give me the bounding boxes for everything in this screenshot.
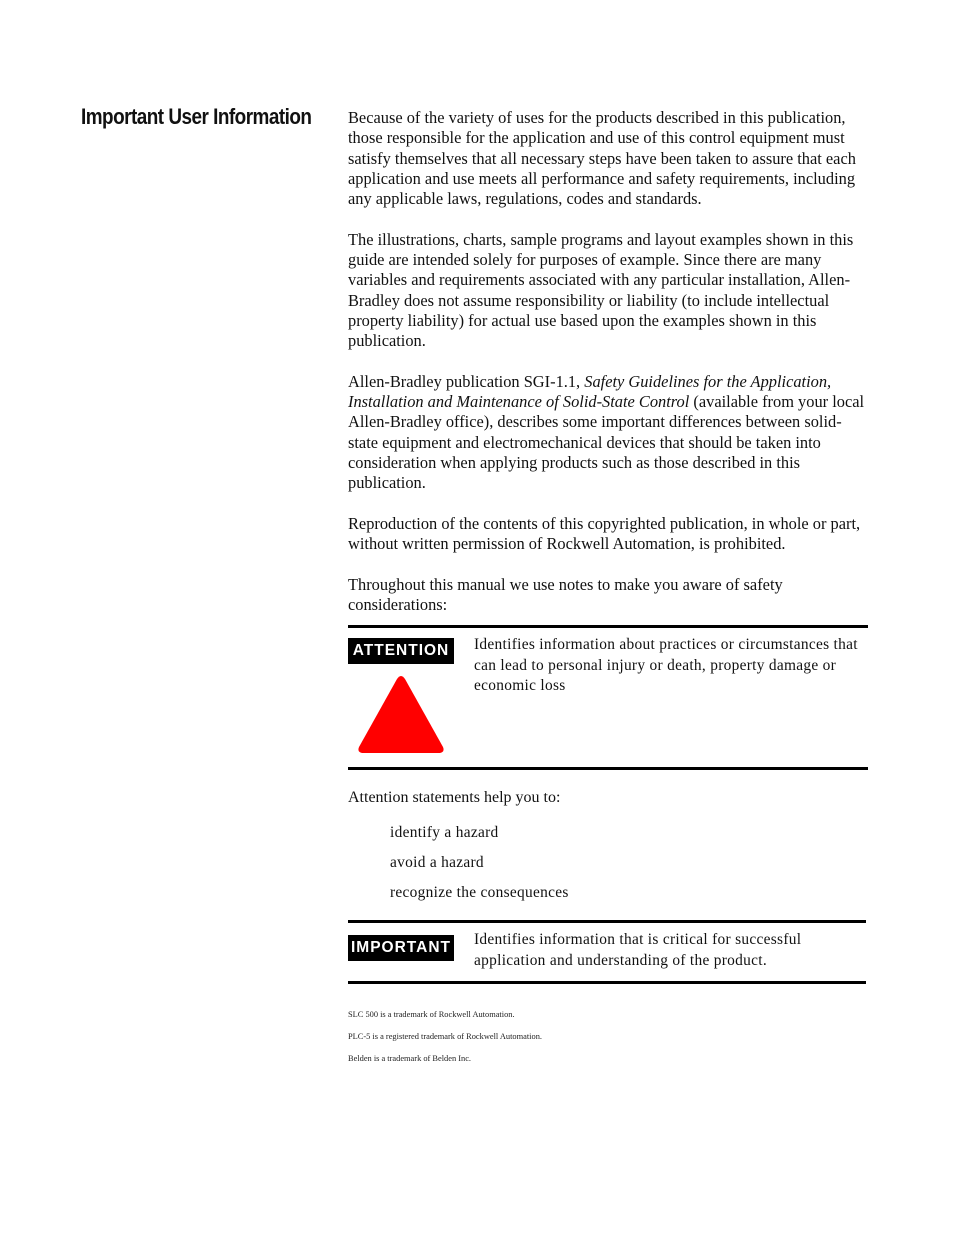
- attention-list: [348, 818, 868, 908]
- attention-intro: Attention statements help you to:: [348, 789, 561, 807]
- attention-label: ATTENTION: [348, 638, 454, 664]
- trademark-notices: [348, 1004, 868, 1070]
- important-note: [348, 920, 866, 984]
- important-label: IMPORTANT: [348, 935, 454, 961]
- sgi-text-before: Allen-Bradley publication SGI-1.1,: [348, 371, 585, 391]
- list-item: avoid a hazard: [390, 854, 484, 872]
- trademark-line: PLC-5 is a registered trademark of Rockwell Automation.: [348, 1032, 542, 1042]
- paragraph-illustrations: The illustrations, charts, sample programs and layout examples shown in this guide are intended solely for purposes of example. Since there are many variables and requirements associated with any particular installation, Allen-Bradley does not assume responsibility or liability (to include intellectual property liability) for actual use based upon the examples shown in this publication.: [348, 229, 854, 351]
- important-text: Identifies information that is critical for successful application and understanding of the product.: [474, 931, 802, 969]
- trademark-line: SLC 500 is a trademark of Rockwell Automation.: [348, 1010, 515, 1020]
- attention-text: Identifies information about practices or circumstances that can lead to personal injury or death, property damage or economic loss: [474, 636, 858, 695]
- section-heading: Important User Information: [81, 104, 312, 129]
- paragraph-sgi-publication: [348, 372, 868, 494]
- list-item: recognize the consequences: [390, 884, 569, 902]
- body-column: [348, 108, 868, 1070]
- sgi-text-after: (available from your local Allen-Bradley office), describes some important differences between solid-state equipment and electromechanical devices that should be taken into consideration when applying products such as those described in this publication.: [348, 392, 865, 493]
- attention-note: [348, 625, 868, 770]
- sgi-publication-title: Safety Guidelines for the Application, Installation and Maintenance of Solid-State Control: [348, 371, 832, 412]
- paragraph-variety-of-uses: Because of the variety of uses for the products described in this publication, those responsible for the application and use of this control equipment must satisfy themselves that all necessary steps have been taken to assure that each application and use meets all performance and safety requirements, including any applicable laws, regulations, codes and standards.: [348, 108, 856, 209]
- paragraph-safety-notes-intro: Throughout this manual we use notes to make you aware of safety considerations:: [348, 574, 783, 615]
- warning-triangle-icon: [356, 673, 446, 757]
- paragraph-reproduction: Reproduction of the contents of this copyrighted publication, in whole or part, without written permission of Rockwell Automation, is prohibited.: [348, 513, 861, 554]
- trademark-line: Belden is a trademark of Belden Inc.: [348, 1054, 472, 1064]
- list-item: identify a hazard: [390, 824, 499, 842]
